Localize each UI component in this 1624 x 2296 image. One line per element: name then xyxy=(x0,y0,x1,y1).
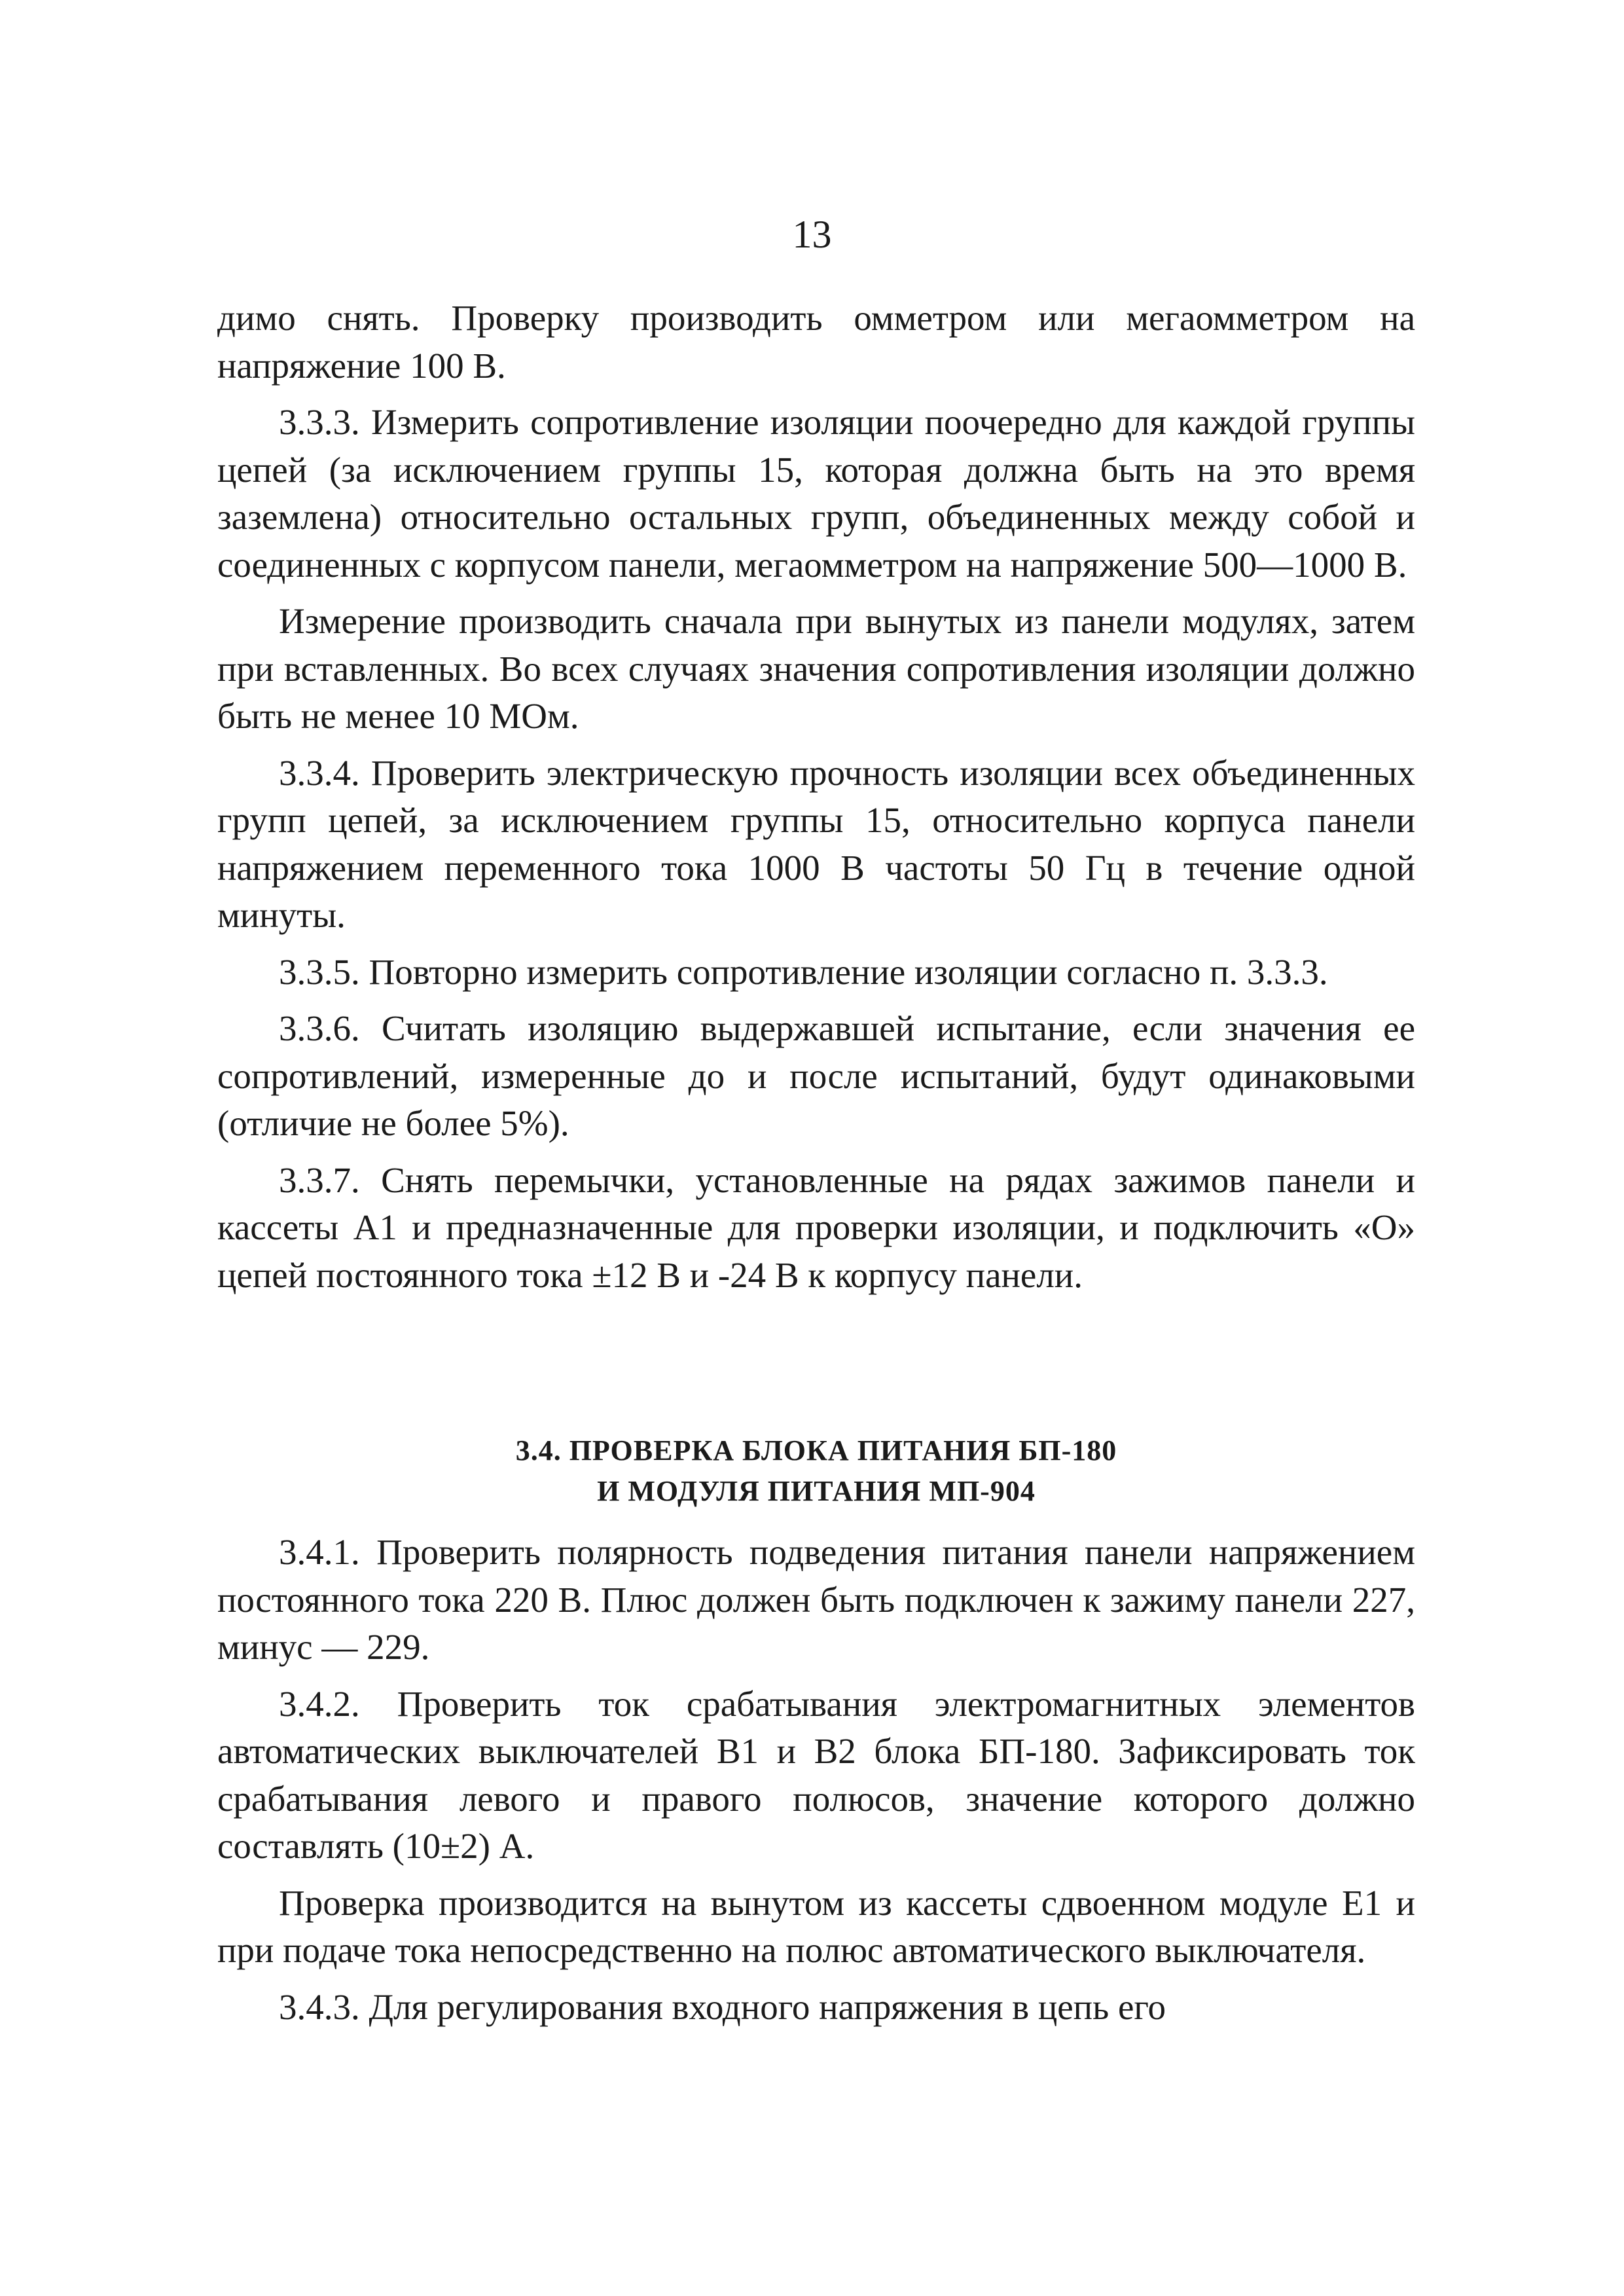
section-3-4-heading xyxy=(217,1430,1415,1512)
section-3-3-text xyxy=(217,295,1415,1299)
paragraph-continuation: димо снять. Проверку производить омметром или мегаомметром на напряжение 100 В. xyxy=(217,298,1415,386)
heading-line-2: И МОДУЛЯ ПИТАНИЯ МП-904 xyxy=(597,1475,1036,1507)
paragraph-3-3-6: 3.3.6. Считать изоляцию выдержавшей испытание, если значения ее сопротивлений, измеренные до и после испытаний, будут одинаковыми (отличие не более 5%). xyxy=(217,1008,1415,1143)
paragraph-3-3-3: 3.3.3. Измерить сопротивление изоляции поочередно для каждой группы цепей (за исключением группы 15, которая должна быть на это время заземлена) относительно остальных групп, объединенных между собой и соединенных с корпусом панели, мегаомметром на напряжение 500—1000 В. xyxy=(217,402,1415,585)
paragraph-3-3-3-note: Измерение производить сначала при вынутых из панели модулях, затем при вставленных. Во всех случаях значения сопротивления изоляции должно быть не менее 10 МОм. xyxy=(217,601,1415,736)
paragraph-3-3-7: 3.3.7. Снять перемычки, установленные на рядах зажимов панели и кассеты А1 и предназначенные для проверки изоляции, и подключить «О» цепей постоянного тока ±12 В и -24 В к корпусу панели. xyxy=(217,1159,1415,1295)
paragraph-3-4-2: 3.4.2. Проверить ток срабатывания электромагнитных элементов автоматических выключателей В1 и В2 блока БП-180. Зафиксировать ток срабатывания левого и правого полюсов, значение которого должно составлять (10±2) А. xyxy=(217,1683,1415,1866)
section-3-4-text xyxy=(217,1529,1415,2031)
paragraph-3-4-2-note: Проверка производится на вынутом из кассеты сдвоенном модуле Е1 и при подаче тока непосредственно на полюс автоматического выключателя. xyxy=(217,1882,1415,1970)
paragraph-3-3-4: 3.3.4. Проверить электрическую прочность изоляции всех объединенных групп цепей, за исключением группы 15, относительно корпуса панели напряжением переменного тока 1000 В частоты 50 Гц в течение одной минуты. xyxy=(217,752,1415,935)
paragraph-3-4-1: 3.4.1. Проверить полярность подведения питания панели напряжением постоянного тока 220 В. Плюс должен быть подключен к зажиму панели 227, минус — 229. xyxy=(217,1532,1415,1667)
paragraph-3-3-5: 3.3.5. Повторно измерить сопротивление изоляции согласно п. 3.3.3. xyxy=(279,951,1328,992)
paragraph-3-4-3: 3.4.3. Для регулирования входного напряжения в цепь его xyxy=(279,1986,1166,2027)
page-number: 13 xyxy=(792,213,832,256)
heading-line-1: 3.4. ПРОВЕРКА БЛОКА ПИТАНИЯ БП-180 xyxy=(515,1434,1117,1467)
